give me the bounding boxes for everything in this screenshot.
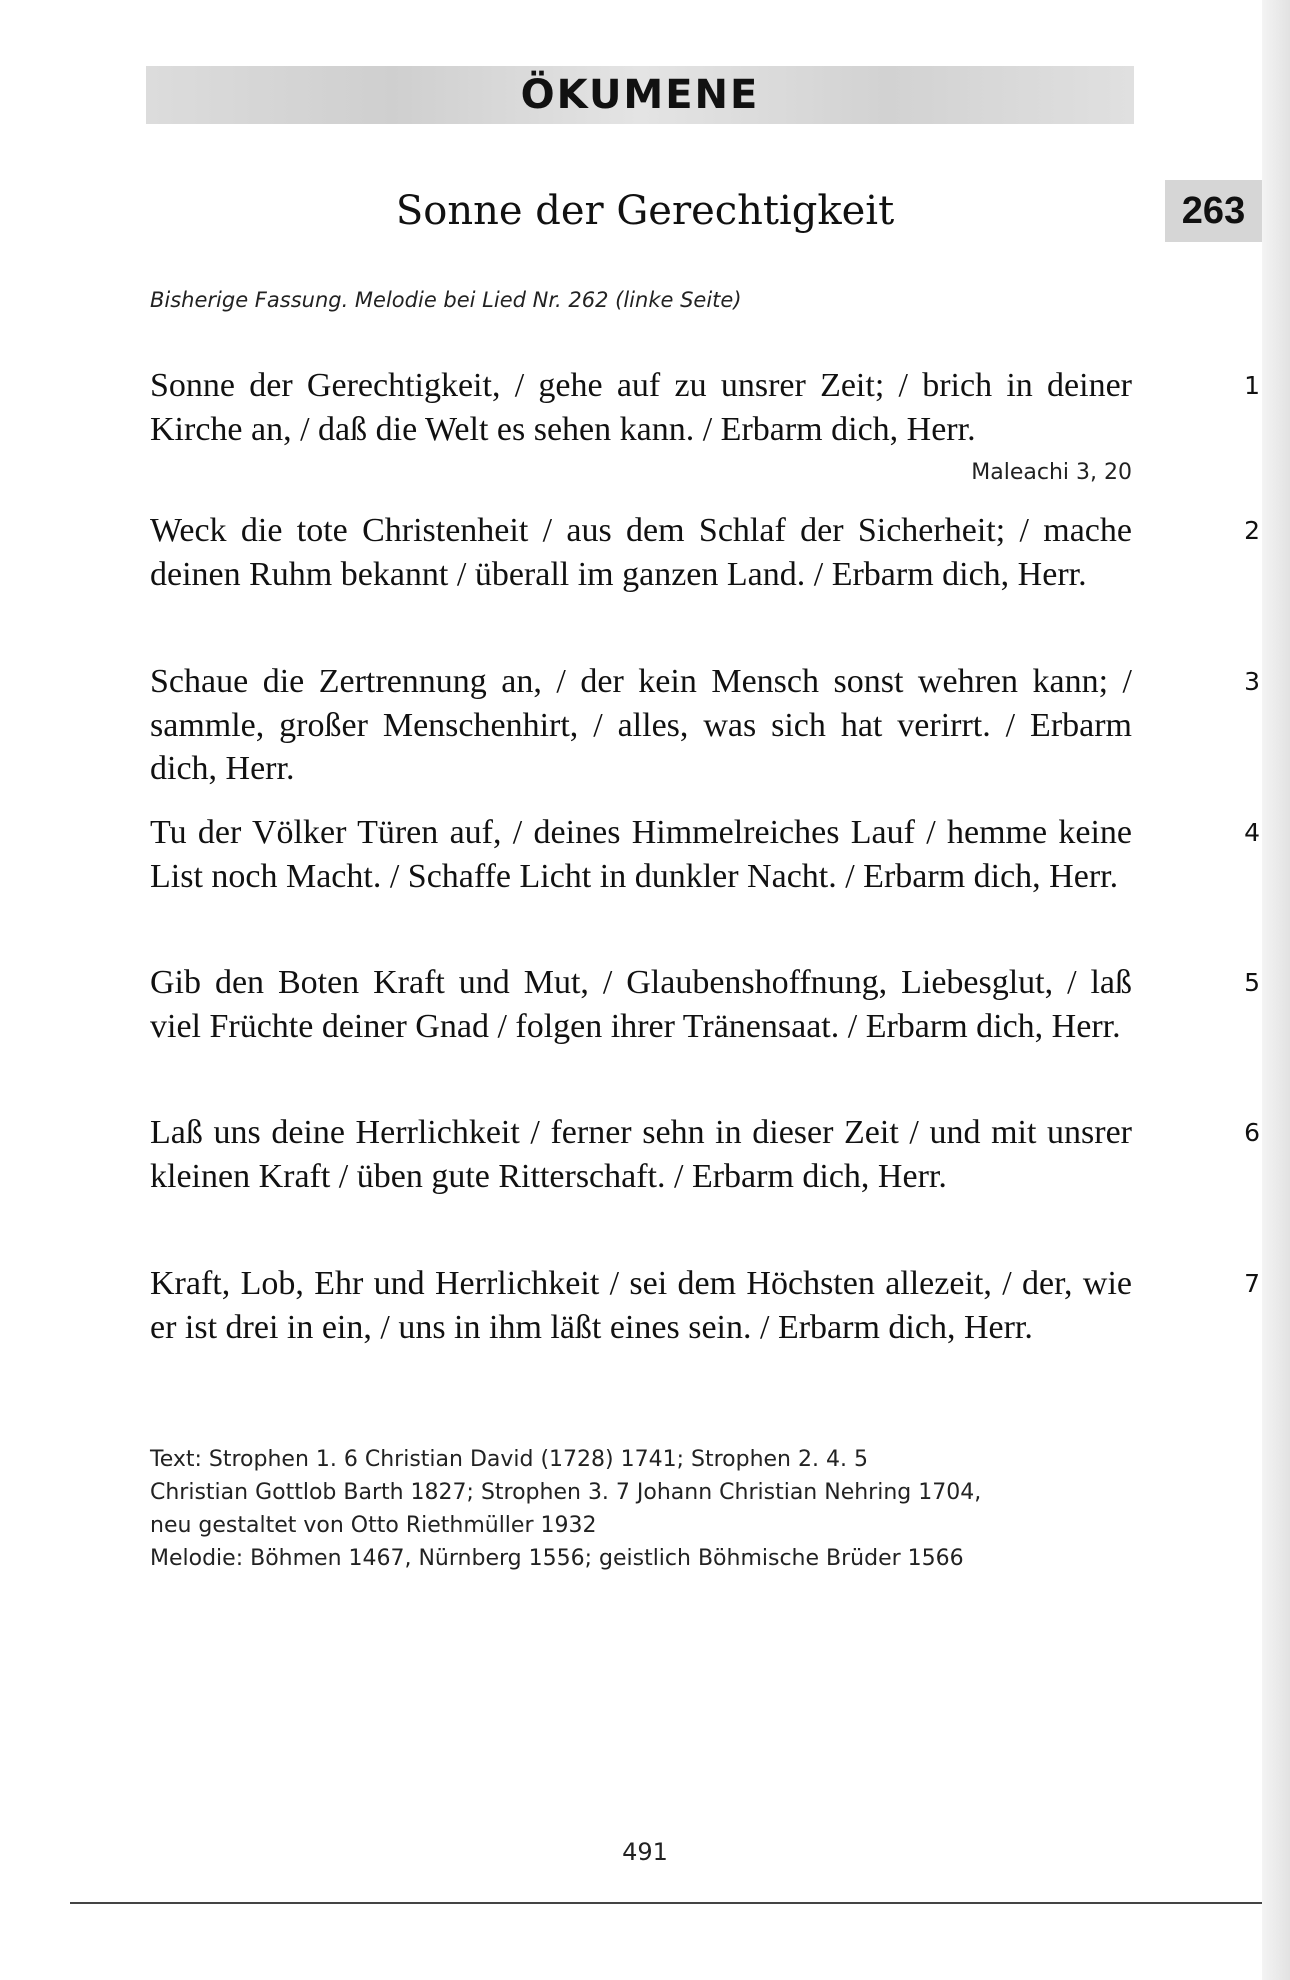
stanza-number: 3 bbox=[1244, 667, 1260, 696]
bottom-rule bbox=[70, 1902, 1262, 1904]
stanza-number: 2 bbox=[1244, 516, 1260, 545]
credit-line: neu gestaltet von Otto Riethmüller 1932 bbox=[150, 1513, 597, 1538]
stanza-number: 6 bbox=[1244, 1118, 1260, 1147]
stanza-4 bbox=[150, 811, 1260, 898]
stanza-7 bbox=[150, 1262, 1260, 1349]
credit-line: Text: Strophen 1. 6 Christian David (1728) 1741; Strophen 2. 4. 5 bbox=[150, 1447, 868, 1472]
stanza-text: Tu der Völker Türen auf, / deines Himmelreiches Lauf / hemme keine List noch Macht. / Schaffe Licht in dunkler Nacht. / Erbarm dich, Herr. bbox=[150, 814, 1132, 895]
page-number: 491 bbox=[622, 1838, 668, 1866]
bible-reference: Maleachi 3, 20 bbox=[971, 460, 1132, 485]
page-edge-shadow bbox=[1262, 0, 1290, 1980]
stanza-5 bbox=[150, 961, 1260, 1048]
stanza-text: Laß uns deine Herrlichkeit / ferner sehn in dieser Zeit / und mit unsrer kleinen Kraft / üben gute Ritterschaft. / Erbarm dich, Herr. bbox=[150, 1114, 1132, 1195]
stanza-3 bbox=[150, 660, 1260, 791]
section-banner bbox=[146, 66, 1134, 124]
stanza-2 bbox=[150, 509, 1260, 596]
section-title: ÖKUMENE bbox=[520, 72, 760, 118]
credits-block bbox=[150, 1443, 1150, 1575]
stanza-text: Schaue die Zertrennung an, / der kein Mensch sonst wehren kann; / sammle, großer Menschenhirt, / alles, was sich hat verirrt. / Erbarm dich, Herr. bbox=[150, 663, 1132, 787]
stanza-text: Weck die tote Christenheit / aus dem Schlaf der Sicherheit; / mache deinen Ruhm bekannt / überall im ganzen Land. / Erbarm dich, Herr. bbox=[150, 512, 1132, 593]
song-subtitle: Bisherige Fassung. Melodie bei Lied Nr. 262 (linke Seite) bbox=[150, 288, 742, 312]
stanza-number: 1 bbox=[1244, 371, 1260, 400]
stanza-number: 5 bbox=[1244, 968, 1260, 997]
stanza-text: Gib den Boten Kraft und Mut, / Glaubenshoffnung, Liebesglut, / laß viel Früchte deiner Gnad / folgen ihrer Tränensaat. / Erbarm dich, Herr. bbox=[150, 964, 1132, 1045]
stanza-text: Sonne der Gerechtigkeit, / gehe auf zu unsrer Zeit; / brich in deiner Kirche an, / daß die Welt es sehen kann. / Erbarm dich, Herr. bbox=[150, 367, 1132, 448]
credit-line: Melodie: Böhmen 1467, Nürnberg 1556; geistlich Böhmische Brüder 1566 bbox=[150, 1546, 964, 1571]
song-number-badge: 263 bbox=[1165, 180, 1262, 242]
stanza-text: Kraft, Lob, Ehr und Herrlichkeit / sei dem Höchsten allezeit, / der, wie er ist drei in ein, / uns in ihm läßt eines sein. / Erbarm dich, Herr. bbox=[150, 1265, 1132, 1346]
credit-line: Christian Gottlob Barth 1827; Strophen 3. 7 Johann Christian Nehring 1704, bbox=[150, 1480, 982, 1505]
stanza-6 bbox=[150, 1111, 1260, 1198]
stanza-number: 7 bbox=[1244, 1269, 1260, 1298]
stanza-1 bbox=[150, 364, 1260, 485]
song-title: Sonne der Gerechtigkeit bbox=[395, 188, 895, 234]
stanza-number: 4 bbox=[1244, 818, 1260, 847]
